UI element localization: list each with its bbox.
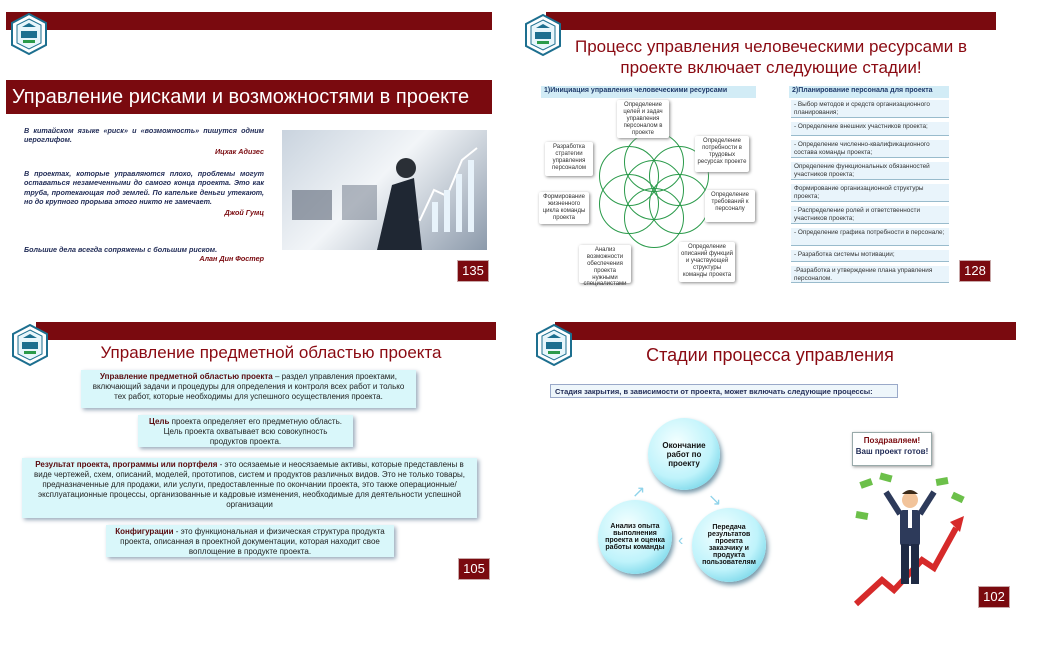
bubble-needs: Определение потребности в трудовых ресурсах проекте — [695, 136, 749, 172]
flower-diagram — [521, 100, 771, 288]
disc-experience-analysis: Анализ опыта выполнения проекта и оценка работы команды — [598, 500, 672, 574]
slide-risk-management — [6, 12, 492, 284]
term: Цель — [149, 417, 170, 426]
plan-item: - Разработка системы мотивации; — [791, 250, 949, 262]
plan-item: - Определение численно-квалификационного состава команды проекта; — [791, 140, 949, 158]
scope-definition-card — [81, 370, 416, 408]
quote-author: Джой Гумц — [224, 208, 264, 218]
plan-item: - Распределение ролей и ответственности участников проекта; — [791, 206, 949, 224]
bubble-analysis: Анализ возможности обеспечения проекта нужными специалистами — [579, 245, 631, 283]
quote-1 — [24, 126, 264, 156]
quote-2 — [24, 169, 264, 218]
definition: - это функциональная и физическая структура продукта проекта, описанная в проектной документации, которая находит свое воплощение в продукте проекта. — [120, 527, 385, 556]
stage-2-header: 2)Планирование персонала для проекта — [789, 86, 949, 98]
term: Управление предметной областью проекта — [100, 372, 273, 381]
slide-scope-management — [6, 322, 496, 584]
congrats-box — [852, 432, 932, 466]
cycle-arrow-icon: ‹ — [678, 532, 684, 549]
chart-growth-photo — [282, 130, 487, 250]
plan-item: Формирование организационной структуры проекта; — [791, 184, 949, 202]
disc-transfer-results: Передача результатов проекта заказчику и продукта пользователям — [692, 508, 766, 582]
bubble-requirements: Определение требований к персоналу — [705, 190, 755, 222]
university-logo — [12, 324, 48, 366]
term: Результат проекта, программы или портфеля — [35, 460, 218, 469]
definition: проекта определяет его предметную область. Цель проекта охватывает всю совокупность продуктов проекта. — [163, 417, 342, 446]
cycle-arrow-icon: ↗ — [632, 484, 646, 501]
title-band — [6, 80, 492, 114]
quote-text: В китайском языке «риск» и «возможность» пишутся одним иероглифом. — [24, 126, 264, 145]
definition: - это осязаемые и неосязаемые активы, которые представлены в виде чертежей, схем, описаний, моделей, прототипов, систем и продуктов различных видов. Это не только товары, предназначенные для продажи, или услуги, предоставленные по окончании проекта, это также операционные/эксплуатационные процессы, организованные и кадровые изменения, необходимые для деятельности успешной организации — [34, 460, 465, 509]
congrats-line-2: Ваш проект готов! — [855, 446, 929, 456]
university-logo — [11, 13, 47, 55]
quote-author: Алан Дин Фостер — [199, 254, 264, 264]
quote-3 — [24, 245, 264, 264]
bubble-goals: Определение целей и задач управления персоналом в проекте — [617, 100, 669, 138]
quote-author: Ицхак Адизес — [214, 146, 264, 156]
plan-item: - Выбор методов и средств организационного планирования; — [791, 100, 949, 118]
university-logo — [536, 324, 572, 366]
slide-title: Управление рисками и возможностями в проекте — [12, 86, 470, 108]
page-number: 135 — [457, 260, 489, 282]
congrats-line-1: Поздравляем! — [863, 436, 921, 445]
slide-title: Стадии процесса управления — [646, 345, 894, 365]
businessman-celebrating-illustration — [852, 472, 970, 606]
plan-list — [791, 100, 949, 282]
bubble-lifecycle: Формирование жизненного цикла команды проекта — [539, 192, 589, 224]
university-logo — [525, 14, 561, 56]
slide-top-bar — [6, 12, 492, 30]
quote-text: В проектах, которые управляются плохо, проблемы могут оставаться незамеченными до самого конца проекта. Это как труба, протекающая под землей. По капельке деньги утекают, но до крупного прорыва этого никто не замечает. — [24, 169, 264, 207]
plan-item: -Разработка и утверждение плана управления персоналом. — [791, 266, 949, 283]
page-number: 102 — [978, 586, 1010, 608]
plan-item: Определение функциональных обязанностей участников проекта; — [791, 162, 949, 180]
slide-title: Процесс управления человеческими ресурсами в проекте включает следующие стадии! — [574, 37, 968, 77]
disc-finish-work: Окончание работ по проекту — [648, 418, 720, 490]
term: Конфигурации — [115, 527, 174, 536]
slide-closing-stage — [530, 322, 1016, 612]
page-number: 105 — [458, 558, 490, 580]
goal-card — [138, 415, 353, 447]
slide-title: Управление предметной областью проекта — [100, 343, 442, 362]
slide-top-bar — [555, 322, 1016, 340]
subtitle: Стадия закрытия, в зависимости от проекта, может включать следующие процессы: — [550, 384, 898, 398]
bubble-strategy: Разработка стратегии управления персоналом — [545, 142, 593, 176]
definition: – раздел управления проектами, включающий задачи и процедуры для определения и контроля всех работ и только тех работ, которые необходимы для успешного осуществления проекта. — [92, 372, 405, 401]
plan-item: - Определение внешних участников проекта; — [791, 122, 949, 136]
configuration-card — [106, 525, 394, 557]
bubble-functions: Определение описаний функций и участвующей структуры команды проекта — [679, 242, 735, 282]
slide-top-bar — [546, 12, 996, 30]
quote-text: Большие дела всегда сопряжены с большим риском. — [24, 245, 218, 254]
page-number: 128 — [959, 260, 991, 282]
slide-top-bar — [36, 322, 496, 340]
stage-1-header: 1)Инициация управления человеческими ресурсами — [541, 86, 756, 98]
ring — [624, 160, 684, 220]
plan-item: - Определение графика потребности в персонале; — [791, 228, 949, 246]
slide-hr-process — [521, 12, 996, 288]
cycle-arrow-icon: ↘ — [708, 492, 722, 509]
result-card — [22, 458, 477, 518]
